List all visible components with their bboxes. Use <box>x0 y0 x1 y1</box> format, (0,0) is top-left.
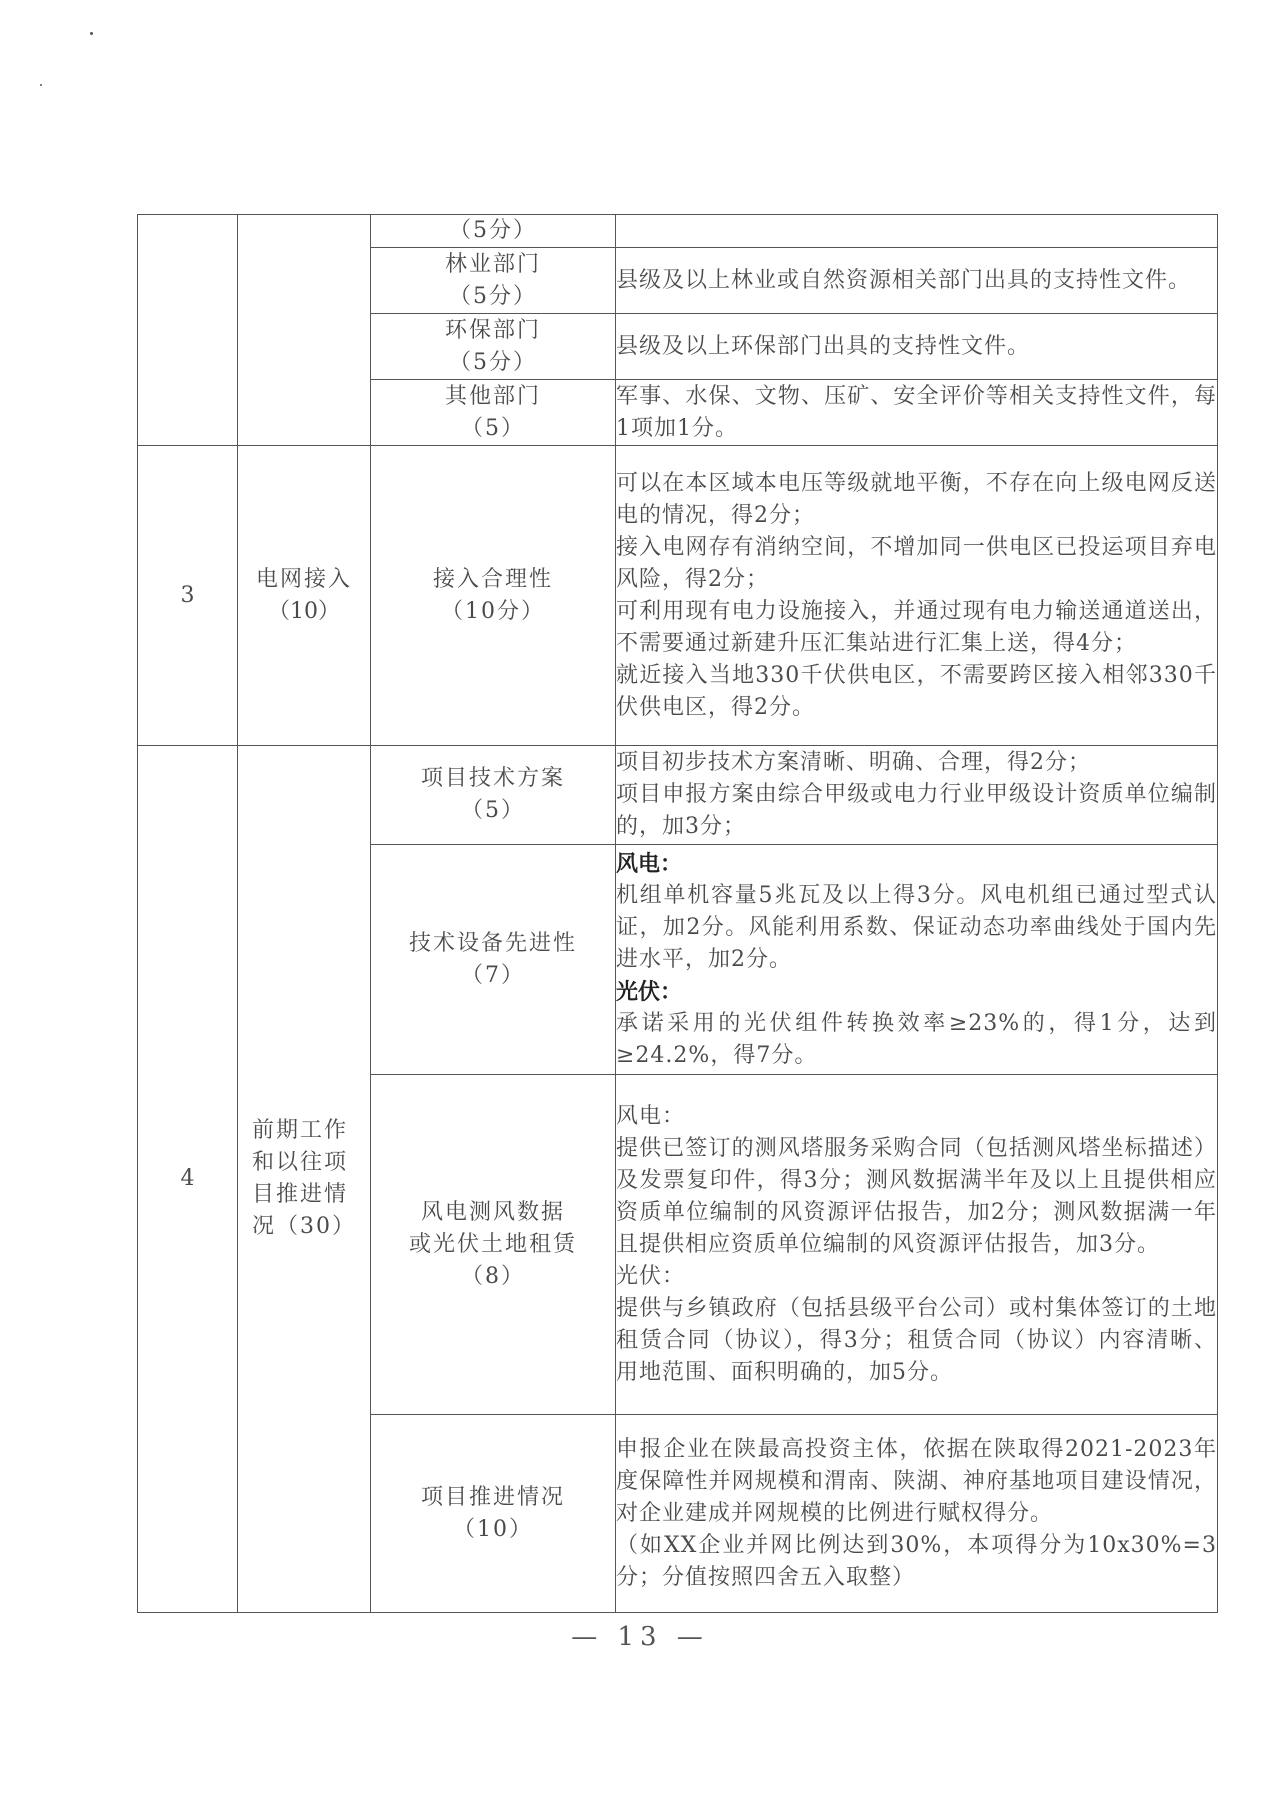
category-cell <box>238 446 371 746</box>
page-number: — 13 — <box>571 1622 709 1652</box>
item-cell <box>371 215 616 248</box>
item-name: 接入合理性 <box>432 566 553 592</box>
criteria-line: 项目初步技术方案清晰、明确、合理，得2分； <box>616 750 1091 775</box>
item-cell <box>371 1075 616 1415</box>
criteria-cell: 县级及以上环保部门出具的支持性文件。 <box>616 314 1218 380</box>
item-score: （8） <box>461 1263 525 1289</box>
wind-heading: 风电： <box>616 850 683 877</box>
pv-heading: 光伏： <box>616 1263 686 1289</box>
scan-speck <box>40 84 42 86</box>
table-row <box>138 215 1218 248</box>
category-name: 前期工作和以往项目推进情况（30） <box>252 1118 356 1239</box>
item-name: 林业部门 <box>444 251 541 277</box>
criteria-text: 承诺采用的光伏组件转换效率≥23%的，得1分，达到≥24.2%，得7分。 <box>616 1010 1217 1068</box>
criteria-line: 接入电网存有消纳空间，不增加同一供电区已投运项目弃电风险，得2分； <box>616 534 1217 592</box>
criteria-text: 提供与乡镇政府（包括县级平台公司）或村集体签订的土地租赁合同（协议），得3分；租赁合同（协议）内容清晰、用地范围、面积明确的，加5分。 <box>616 1295 1217 1385</box>
item-name: 技术设备先进性 <box>408 930 577 956</box>
item-name: 其他部门 <box>444 383 541 409</box>
criteria-cell <box>616 845 1218 1075</box>
item-cell <box>371 845 616 1075</box>
category-cell <box>238 215 371 446</box>
item-score: （5分） <box>449 283 537 309</box>
criteria-cell <box>616 746 1218 845</box>
item-name: 项目技术方案 <box>420 766 565 791</box>
criteria-text: 提供已签订的测风塔服务采购合同（包括测风塔坐标描述）及发票复印件，得3分；测风数据满半年及以上且提供相应资质单位编制的风资源评估报告，加2分；测风数据满一年且提供相应资质单位编制的风资源评估报告，加3分。 <box>616 1135 1217 1257</box>
criteria-text: 机组单机容量5兆瓦及以上得3分。风电机组已通过型式认证，加2分。风能利用系数、保证动态功率曲线处于国内先进水平，加2分。 <box>616 882 1217 972</box>
row-number-cell: 4 <box>138 746 238 1613</box>
criteria-line: 可利用现有电力设施接入，并通过现有电力输送通道送出，不需要通过新建升压汇集站进行汇集上送，得4分； <box>616 598 1217 656</box>
item-name: 环保部门 <box>444 317 541 343</box>
item-cell <box>371 248 616 314</box>
item-name: 项目推进情况 <box>420 1484 565 1510</box>
criteria-cell <box>616 215 1218 248</box>
criteria-line: 就近接入当地330千伏供电区，不需要跨区接入相邻330千伏供电区，得2分。 <box>616 662 1217 720</box>
criteria-cell: 县级及以上林业或自然资源相关部门出具的支持性文件。 <box>616 248 1218 314</box>
item-score: （5分） <box>449 349 537 375</box>
category-score: （10） <box>268 598 340 624</box>
item-name: 风电测风数据 <box>420 1199 565 1225</box>
item-cell <box>371 380 616 446</box>
item-cell <box>371 446 616 746</box>
criteria-cell <box>616 1075 1218 1415</box>
criteria-cell <box>616 1415 1218 1613</box>
item-score: （10分） <box>441 598 545 624</box>
scan-speck <box>90 32 93 35</box>
item-score: （7） <box>461 962 525 988</box>
row-number-cell <box>138 215 238 446</box>
scoring-table <box>137 214 1218 1613</box>
item-name: 或光伏土地租赁 <box>408 1231 577 1257</box>
criteria-line: 可以在本区域本电压等级就地平衡，不存在向上级电网反送电的情况，得2分； <box>616 470 1217 528</box>
item-cell <box>371 1415 616 1613</box>
criteria-note: （如XX企业并网比例达到30%，本项得分为10x30%=3分；分值按照四舍五入取整） <box>616 1532 1217 1590</box>
criteria-cell <box>616 446 1218 746</box>
pv-heading: 光伏： <box>616 978 683 1005</box>
item-cell <box>371 746 616 845</box>
item-score: （5） <box>461 415 525 441</box>
category-cell <box>238 746 371 1613</box>
item-cell <box>371 314 616 380</box>
criteria-line: 项目申报方案由综合甲级或电力行业甲级设计资质单位编制的，加3分； <box>616 782 1217 839</box>
row-number-cell: 3 <box>138 446 238 746</box>
category-name: 电网接入 <box>255 566 352 592</box>
criteria-text: 申报企业在陕最高投资主体，依据在陕取得2021-2023年度保障性并网规模和渭南、陕湖、神府基地项目建设情况，对企业建成并网规模的比例进行赋权得分。 <box>616 1436 1217 1526</box>
item-score: （5分） <box>449 218 537 243</box>
criteria-cell: 军事、水保、文物、压矿、安全评价等相关支持性文件，每1项加1分。 <box>616 380 1218 446</box>
table-row <box>138 446 1218 746</box>
table-row <box>138 746 1218 845</box>
item-score: （5） <box>461 798 525 823</box>
item-score: （10） <box>453 1516 533 1542</box>
wind-heading: 风电： <box>616 1103 686 1129</box>
